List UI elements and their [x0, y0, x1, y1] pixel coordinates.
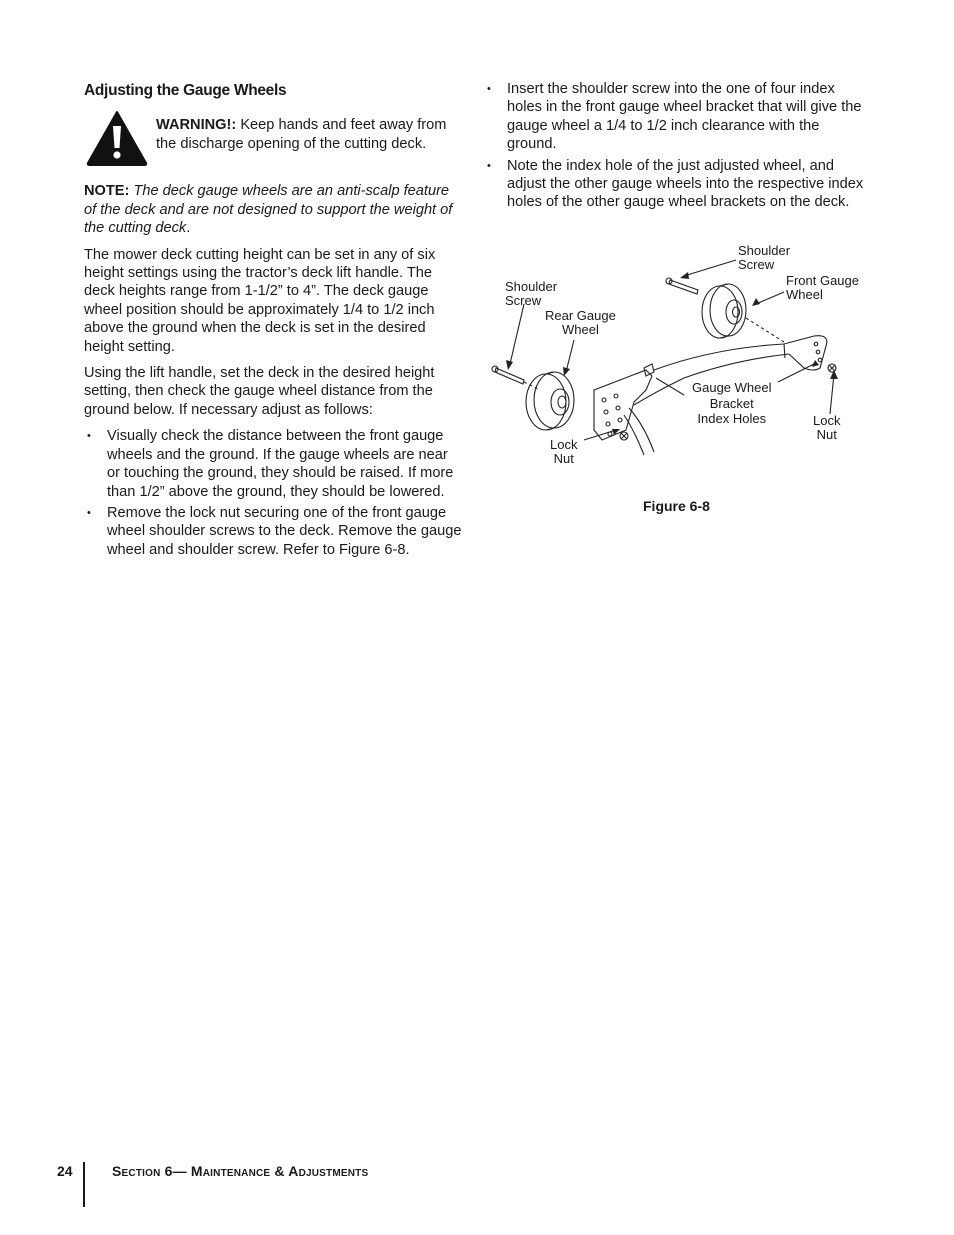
- note-body: The deck gauge wheels are an anti-scalp feature of the deck and are not designed to support the weight of the cutting deck: [84, 183, 453, 237]
- figure-6-8: [484, 230, 874, 480]
- right-column: [484, 80, 864, 215]
- label-lock-nut-left: Lock Nut: [550, 437, 578, 466]
- list-item: • Note the index hole of the just adjusted wheel, and adjust the other gauge wheels into the respective index holes of the other gauge wheel brackets on the deck.: [484, 157, 864, 212]
- note-paragraph: [84, 182, 464, 237]
- paragraph-deck-height: The mower deck cutting height can be set in any of six height settings using the tractor’s deck lift handle. The deck heights range from 1-1/2” to 4”. The deck gauge wheel position should be approximately 1/4 to 1/2 inch above the ground when the deck is set in the desired height setting.: [84, 246, 436, 355]
- label-rear-gauge-wheel: Rear Gauge Wheel: [545, 308, 616, 337]
- warning-body: Keep hands and feet away from the discharge opening of the cutting deck.: [156, 117, 447, 152]
- warning-text: [156, 116, 456, 153]
- list-item: • Insert the shoulder screw into the one of four index holes in the front gauge wheel bracket that will give the gauge wheel a 1/4 to 1/2 inch clearance with the ground.: [484, 80, 864, 154]
- label-lock-nut-right: Lock Nut: [813, 413, 841, 442]
- right-bullet-list: [484, 80, 864, 212]
- footer-divider: [83, 1162, 85, 1207]
- footer-section-title: Section 6— Maintenance & Adjustments: [112, 1163, 369, 1179]
- note-label: NOTE:: [84, 183, 130, 200]
- figure-caption: Figure 6-8: [643, 498, 710, 514]
- warning-triangle-icon: [86, 110, 148, 166]
- paragraph-lift-handle: Using the lift handle, set the deck in the desired height setting, then check the gauge wheel distance from the ground below. If necessary adjust as follows:: [84, 365, 435, 418]
- list-item: • Visually check the distance between the front gauge wheels and the ground. If the gauge wheels are near or touching the ground, they should be raised. If more than 1/2” above the ground, they should be lowered.: [84, 427, 464, 501]
- left-column: [84, 82, 464, 562]
- label-shoulder-screw-top: Shoulder Screw: [738, 243, 791, 272]
- left-bullet-list: [84, 427, 464, 559]
- label-shoulder-screw-left: Shoulder Screw: [505, 279, 558, 308]
- list-item: • Remove the lock nut securing one of the front gauge wheel shoulder screws to the deck. Remove the gauge wheel and shoulder screw. Refer to Figure 6-8.: [84, 504, 464, 559]
- note-end: .: [186, 220, 191, 237]
- gauge-wheel-diagram: [484, 230, 874, 480]
- warning-block: [84, 116, 464, 162]
- page-number: 24: [57, 1163, 73, 1179]
- label-front-gauge-wheel: Front Gauge Wheel: [786, 273, 859, 302]
- warning-label: WARNING!:: [156, 117, 237, 134]
- label-bracket-index-holes: Gauge Wheel Bracket Index Holes: [692, 380, 772, 426]
- section-heading: Adjusting the Gauge Wheels: [84, 82, 287, 99]
